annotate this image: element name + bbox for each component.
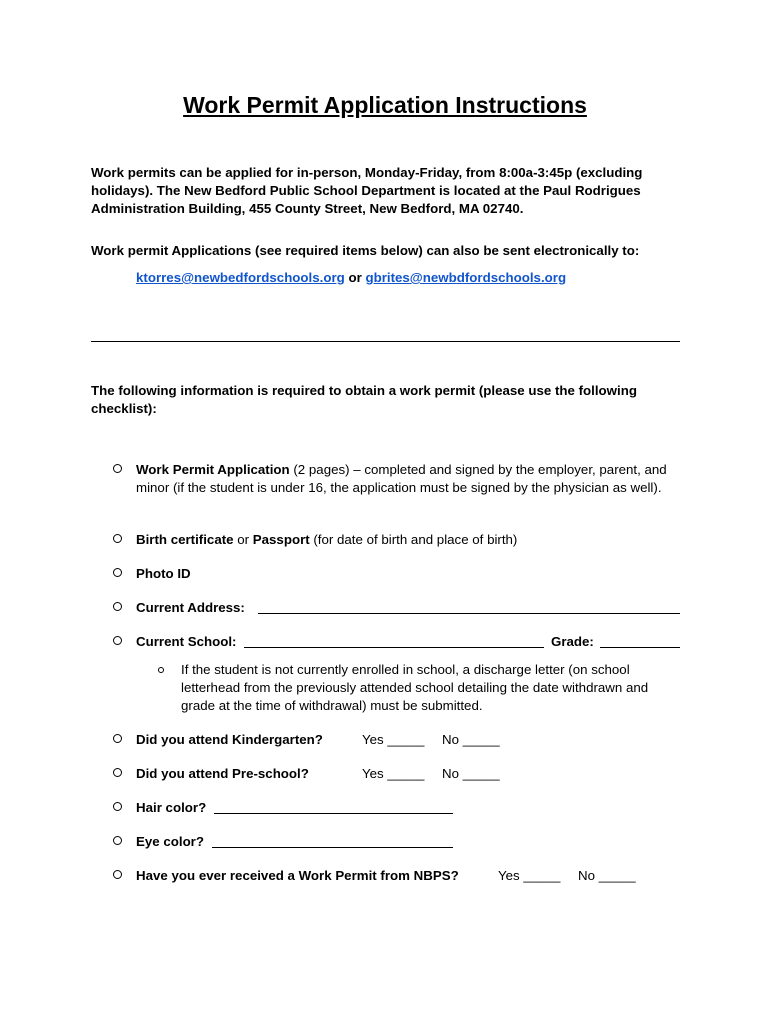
hair-color-label: Hair color? xyxy=(136,800,207,815)
preschool-no-blank[interactable]: No _____ xyxy=(442,766,500,781)
checklist-item-preschool xyxy=(113,765,683,785)
checkbox-circle-icon[interactable] xyxy=(113,534,122,543)
checklist-item-current-school xyxy=(113,633,683,653)
checkbox-circle-icon[interactable] xyxy=(113,768,122,777)
checklist-item-hair-color xyxy=(113,799,683,819)
section-divider xyxy=(91,341,680,342)
passport-label: Passport xyxy=(252,532,310,547)
eye-color-blank[interactable] xyxy=(212,835,453,848)
preschool-question: Did you attend Pre-school? xyxy=(136,766,309,781)
checklist-item-photo-id xyxy=(113,565,683,585)
prior-permit-yes-blank[interactable]: Yes _____ xyxy=(498,868,561,883)
checkbox-circle-icon[interactable] xyxy=(113,568,122,577)
checkbox-circle-icon[interactable] xyxy=(113,464,122,473)
sub-bullet-icon xyxy=(158,667,164,673)
page-title: Work Permit Application Instructions xyxy=(183,92,587,118)
current-school-label: Current School: xyxy=(136,634,237,649)
checklist-item-application xyxy=(113,461,683,517)
discharge-note xyxy=(158,661,678,717)
checkbox-circle-icon[interactable] xyxy=(113,636,122,645)
birth-or-text: or xyxy=(233,532,253,547)
checkbox-circle-icon[interactable] xyxy=(113,734,122,743)
checkbox-circle-icon[interactable] xyxy=(113,802,122,811)
intro-paragraph: Work permits can be applied for in-person, Monday-Friday, from 8:00a-3:45p (excluding holidays). The New Bedford Public School Department is located at the Paul Rodrigues Administration Building, 455 County Street, New Bedford, MA 02740. xyxy=(91,165,643,216)
photo-id-label: Photo ID xyxy=(136,566,191,581)
kindergarten-question: Did you attend Kindergarten? xyxy=(136,732,323,747)
checklist-item-eye-color xyxy=(113,833,683,853)
checkbox-circle-icon[interactable] xyxy=(113,836,122,845)
checklist-item-kindergarten xyxy=(113,731,683,751)
birth-description: (for date of birth and place of birth) xyxy=(309,532,518,547)
grade-label: Grade: xyxy=(551,634,594,649)
email-joiner: or xyxy=(344,270,366,285)
email-link-ktorres[interactable]: ktorres@newbedfordschools.org xyxy=(136,270,345,285)
eye-color-label: Eye color? xyxy=(136,834,204,849)
kindergarten-yes-blank[interactable]: Yes _____ xyxy=(362,732,425,747)
checklist-item-current-address xyxy=(113,599,683,619)
prior-permit-question: Have you ever received a Work Permit from NBPS? xyxy=(136,868,459,883)
application-description: (2 pages) – completed and signed by the employer, parent, and minor (if the student is under 16, the application must be signed by the physician as well). xyxy=(136,462,667,495)
prior-permit-no-blank[interactable]: No _____ xyxy=(578,868,636,883)
kindergarten-no-blank[interactable]: No _____ xyxy=(442,732,500,747)
current-address-label: Current Address: xyxy=(136,600,245,615)
electronic-submission-text: Work permit Applications (see required items below) can also be sent electronically to: xyxy=(91,243,640,258)
preschool-yes-blank[interactable]: Yes _____ xyxy=(362,766,425,781)
application-label: Work Permit Application xyxy=(136,462,290,477)
email-links xyxy=(136,269,566,287)
current-school-blank[interactable] xyxy=(244,635,544,648)
checklist-item-birth-certificate xyxy=(113,531,683,551)
discharge-text: If the student is not currently enrolled in school, a discharge letter (on school letterhead from the previously attended school detailing the date withdrawn and grade at the time of withdrawal) must be submitted. xyxy=(181,662,649,713)
checkbox-circle-icon[interactable] xyxy=(113,602,122,611)
email-link-gbrites[interactable]: gbrites@newbdfordschools.org xyxy=(365,270,567,285)
checklist-intro: The following information is required to obtain a work permit (please use the following checklist): xyxy=(91,383,637,416)
hair-color-blank[interactable] xyxy=(214,801,453,814)
checkbox-circle-icon[interactable] xyxy=(113,870,122,879)
checklist-item-prior-permit xyxy=(113,867,683,887)
birth-certificate-label: Birth certificate xyxy=(136,532,234,547)
grade-blank[interactable] xyxy=(600,635,680,648)
current-address-blank[interactable] xyxy=(258,601,680,614)
